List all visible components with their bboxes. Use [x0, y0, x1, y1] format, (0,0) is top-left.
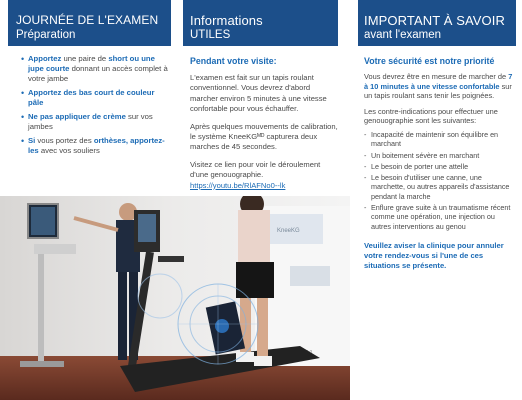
list-item: • Apportez une paire de short ou une jupe courte donnant un accès complet à votre jambe [22, 54, 171, 84]
preparation-title: JOURNÉE DE L'EXAMEN [16, 13, 159, 27]
preparation-header [8, 0, 171, 46]
info-header [183, 0, 338, 46]
info-subtitle: UTILES [190, 29, 231, 41]
visit-paragraph-2: Après quelques mouvements de calibration, le système KneeKGᴹᴰ capturera deux marches de 45 secondes. [190, 121, 338, 152]
info-title: Informations [190, 13, 263, 28]
list-item: - Le besoin d'utiliser une canne, une marchette, ou autres appareils d'assistance pendant la marche [364, 173, 516, 201]
safety-paragraph: Vous devrez être en mesure de marcher de 7 à 10 minutes à une vitesse confortable sur un tapis roulant sans tenir les poignées. [364, 72, 513, 101]
list-item: • Apportez des bas court de couleur pâle [22, 88, 171, 108]
visit-heading: Pendant votre visite: [190, 56, 277, 66]
preparation-list [8, 54, 171, 156]
info-column [183, 0, 338, 190]
visit-paragraph-1: L'examen est fait sur un tapis roulant conventionnel. Vous devrez d'abord marcher environ 5 minutes à une vitesse confortable pour vous échauffer. [190, 73, 327, 114]
list-item: - Enflure grave suite à un traumatisme récent comme une opération, une injection ou autres interventions au genou [364, 203, 516, 231]
important-header [358, 0, 516, 46]
list-item: • Si vous portez des orthèses, apportez-les avec vos souliers [22, 136, 171, 156]
important-title: IMPORTANT À SAVOIR [364, 13, 505, 28]
preparation-subtitle: Préparation [16, 29, 76, 41]
list-item: • Ne pas appliquer de crème sur vos jambes [22, 112, 171, 132]
cancel-warning: Veuillez aviser la clinique pour annuler votre rendez-vous si l'une de ces situations se présente. [364, 240, 504, 270]
list-item: - Incapacité de maintenir son équilibre en marchant [364, 130, 516, 149]
preparation-column [8, 0, 171, 160]
safety-heading: Votre sécurité est notre priorité [364, 56, 495, 66]
video-link[interactable]: https://youtu.be/RlAFNo0--lk [190, 180, 286, 190]
contraindications-list [364, 130, 516, 231]
exam-photo [0, 196, 350, 400]
list-item: - Un boitement sévère en marchant [364, 151, 516, 160]
brand-label: KneeKG [277, 228, 300, 234]
list-item: - Le besoin de porter une attelle [364, 162, 516, 171]
visit-paragraph-3: Visitez ce lien pour voir le déroulement d'une genouographie. [190, 159, 321, 180]
important-subtitle: avant l'examen [364, 29, 441, 41]
important-column [358, 0, 516, 271]
contraindications-intro: Les contre-indications pour effectuer une genouographie sont les suivantes: [364, 106, 498, 126]
